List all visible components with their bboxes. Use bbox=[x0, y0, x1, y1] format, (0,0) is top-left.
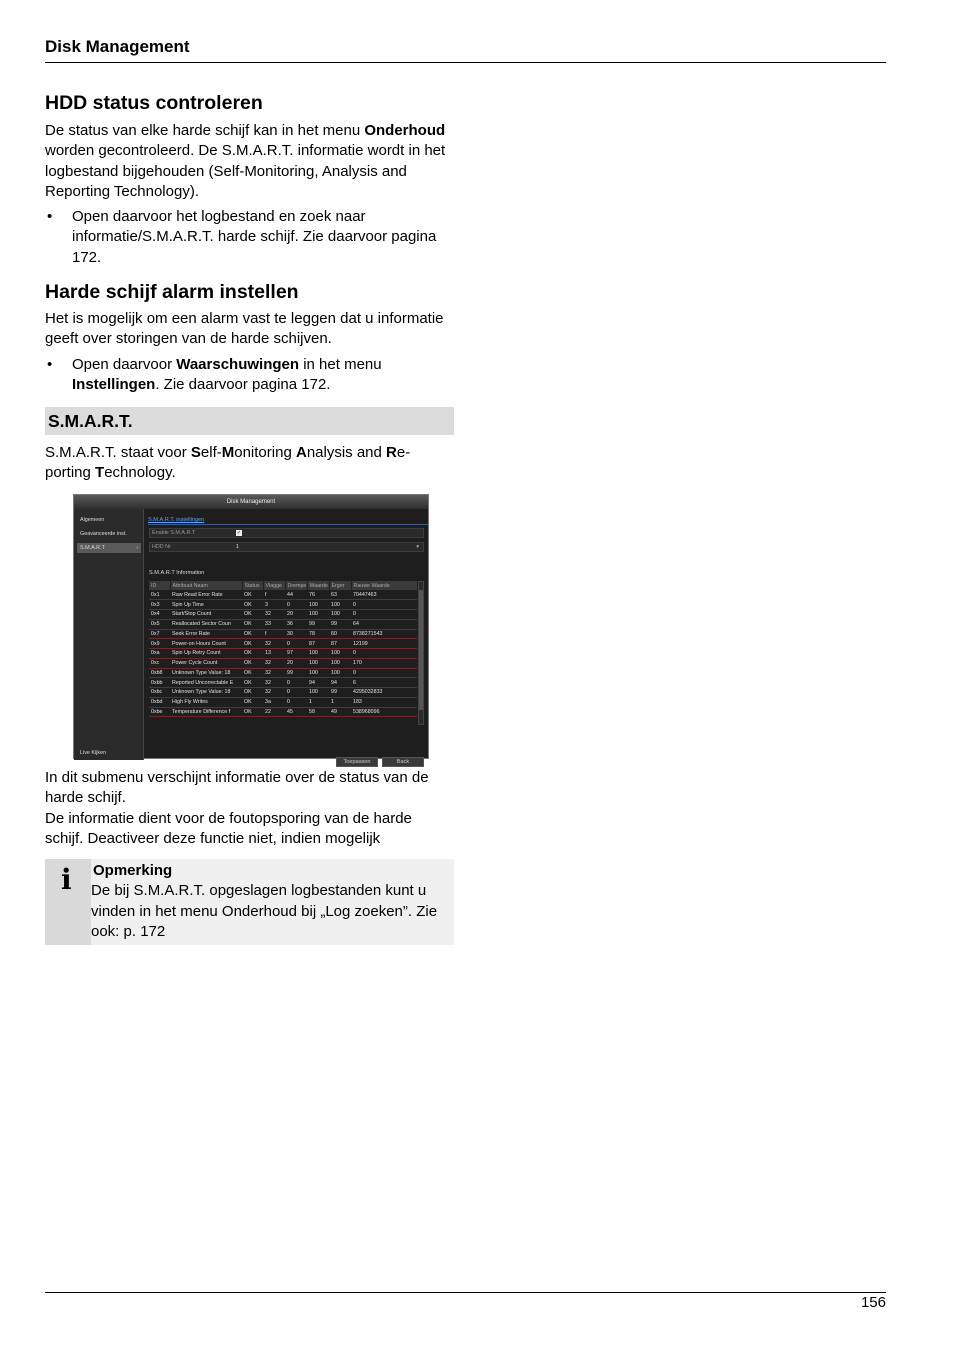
text-run-bold: S bbox=[190, 444, 201, 461]
section-hdd-status bbox=[45, 91, 454, 268]
column-header[interactable]: ID bbox=[149, 581, 170, 590]
table-cell: 100 bbox=[307, 610, 329, 620]
hdd-select-row bbox=[149, 542, 424, 552]
table-cell: 100 bbox=[329, 668, 351, 678]
table-cell: f bbox=[263, 629, 285, 639]
table-row bbox=[149, 639, 417, 649]
table-cell: 0 bbox=[285, 678, 307, 688]
footer-divider bbox=[45, 1292, 886, 1293]
table-row bbox=[149, 668, 417, 678]
section-title: S.M.A.R.T. bbox=[48, 411, 133, 431]
table-header-row bbox=[149, 581, 417, 590]
table-cell: 0 bbox=[285, 639, 307, 649]
table-scrollbar[interactable] bbox=[418, 581, 424, 725]
chevron-right-icon: › bbox=[136, 545, 138, 551]
table-cell: OK bbox=[242, 600, 263, 610]
table-cell: 0xbc bbox=[149, 688, 170, 698]
table-cell: 0 bbox=[351, 610, 417, 620]
column-header[interactable]: Status bbox=[242, 581, 263, 590]
page-header-title: Disk Management bbox=[45, 37, 190, 56]
enable-smart-row bbox=[149, 528, 424, 538]
table-cell: 8738271543 bbox=[351, 629, 417, 639]
table-cell: Start/Stop Count bbox=[170, 610, 242, 620]
column-header[interactable]: Rauwe Waarde bbox=[351, 581, 417, 590]
section-paragraph: Het is mogelijk om een alarm vast te leggen dat u informatie geeft over storingen van de harde schijven. bbox=[45, 310, 444, 348]
table-cell: 100 bbox=[307, 649, 329, 659]
bullet-item bbox=[45, 207, 454, 268]
table-cell: 100 bbox=[307, 600, 329, 610]
text-run: nalysis and bbox=[306, 444, 387, 461]
table-cell: 100 bbox=[329, 658, 351, 668]
table-cell: Unknown Type Value: 18 bbox=[170, 688, 242, 698]
sidebar-item-geavanceerd[interactable] bbox=[77, 529, 141, 539]
table-cell: 538968096 bbox=[351, 707, 417, 717]
table-cell: 36 bbox=[285, 619, 307, 629]
table-row bbox=[149, 610, 417, 620]
tab-smart-settings[interactable] bbox=[148, 515, 428, 525]
text-run: echnology. bbox=[104, 464, 176, 482]
table-cell: OK bbox=[242, 619, 263, 629]
table-row bbox=[149, 649, 417, 659]
table-cell: 0xbb bbox=[149, 678, 170, 688]
table-row bbox=[149, 600, 417, 610]
table-cell: 99 bbox=[329, 688, 351, 698]
table-cell: 32 bbox=[263, 658, 285, 668]
text-run-bold: Instellingen bbox=[72, 375, 156, 393]
table-cell: 12199 bbox=[351, 639, 417, 649]
table-cell: 32 bbox=[263, 688, 285, 698]
table-cell: 30 bbox=[285, 629, 307, 639]
table-cell: Temperature Difference f bbox=[170, 707, 242, 717]
table-cell: 0 bbox=[285, 697, 307, 707]
dvr-window-title: Disk Management bbox=[74, 495, 428, 509]
enable-smart-checkbox[interactable]: ✓ bbox=[236, 530, 242, 536]
table-cell: 78 bbox=[307, 629, 329, 639]
sidebar-item-algemeen[interactable] bbox=[77, 515, 141, 525]
table-cell: 0x7 bbox=[149, 629, 170, 639]
table-cell: 32 bbox=[263, 610, 285, 620]
hdd-select[interactable]: 1 bbox=[236, 544, 239, 550]
text-run-bold: M bbox=[221, 444, 235, 461]
table-cell: 99 bbox=[307, 619, 329, 629]
table-cell: Power Cycle Count bbox=[170, 658, 242, 668]
table-cell: 0 bbox=[351, 649, 417, 659]
note-content bbox=[91, 861, 454, 942]
table-cell: OK bbox=[242, 697, 263, 707]
column-header[interactable]: Waarde bbox=[307, 581, 329, 590]
table-cell: 0 bbox=[285, 600, 307, 610]
table-cell: 60 bbox=[329, 629, 351, 639]
text-run-bold: Onderhoud bbox=[364, 122, 446, 139]
table-cell: OK bbox=[242, 658, 263, 668]
table-cell: 100 bbox=[329, 600, 351, 610]
table-row bbox=[149, 658, 417, 668]
table-cell: High Fly Writes bbox=[170, 697, 242, 707]
table-cell: 0xbe bbox=[149, 707, 170, 717]
table-cell: Reallocated Sector Coun bbox=[170, 619, 242, 629]
table-cell: 6 bbox=[351, 678, 417, 688]
table-cell: 1 bbox=[329, 697, 351, 707]
table-row bbox=[149, 688, 417, 698]
table-cell: 32 bbox=[263, 668, 285, 678]
smart-after-text bbox=[45, 768, 454, 849]
table-body bbox=[149, 590, 417, 717]
table-cell: 49 bbox=[329, 707, 351, 717]
section-title: HDD status controleren bbox=[45, 92, 263, 114]
text-run: S.M.A.R.T. staat voor bbox=[45, 444, 191, 461]
section-paragraph: De informatie dient voor de foutopsporing van de harde schijf. Deactiveer deze functie niet, indien mogelijk bbox=[45, 809, 412, 847]
sidebar-item-label: Geavanceerde inst. bbox=[80, 531, 127, 537]
text-run: onitoring bbox=[234, 444, 296, 461]
section-paragraph bbox=[45, 121, 454, 202]
dvr-main-panel bbox=[146, 509, 428, 765]
text-run: worden gecontroleerd. De S.M.A.R.T. informatie wordt in het logbestand bijgehouden (Self-Monitoring, Analysis and Reporting Technology). bbox=[45, 142, 446, 200]
bullet-icon: • bbox=[47, 208, 53, 226]
table-cell: OK bbox=[242, 590, 263, 600]
table-cell: 100 bbox=[307, 658, 329, 668]
table-cell: Unknown Type Value: 18 bbox=[170, 668, 242, 678]
text-run-bold: T bbox=[95, 464, 105, 482]
text-run-bold: R bbox=[386, 444, 397, 461]
table-cell: 94 bbox=[307, 678, 329, 688]
bullet-icon: • bbox=[47, 355, 53, 373]
live-view-button[interactable]: Live Kijken bbox=[80, 750, 107, 756]
dvr-sidebar bbox=[74, 509, 144, 760]
table-cell: 100 bbox=[329, 649, 351, 659]
table-row bbox=[149, 697, 417, 707]
table-cell: 3 bbox=[263, 600, 285, 610]
table-cell: 87 bbox=[307, 639, 329, 649]
table-cell: 1 bbox=[307, 697, 329, 707]
note-box bbox=[45, 859, 454, 945]
table-cell: OK bbox=[242, 668, 263, 678]
table-cell: 63 bbox=[329, 590, 351, 600]
table-row bbox=[149, 707, 417, 717]
table-cell: 0x1 bbox=[149, 590, 170, 600]
tab-label: S.M.A.R.T. instellingen bbox=[148, 517, 205, 523]
table-cell: 44 bbox=[285, 590, 307, 600]
table-cell: 22 bbox=[263, 707, 285, 717]
chevron-down-icon[interactable]: ▾ bbox=[416, 544, 419, 550]
table-cell: 100 bbox=[307, 688, 329, 698]
table-cell: 0x3 bbox=[149, 600, 170, 610]
table-cell: f bbox=[263, 590, 285, 600]
table-cell: 170 bbox=[351, 658, 417, 668]
table-cell: 0 bbox=[351, 668, 417, 678]
table-cell: 94 bbox=[329, 678, 351, 688]
text-run: . Zie daarvoor pagina 172. bbox=[155, 375, 331, 393]
table-cell: 0xb8 bbox=[149, 668, 170, 678]
table-cell: 100 bbox=[329, 610, 351, 620]
bullet-item bbox=[45, 355, 454, 396]
table-cell: 32 bbox=[263, 639, 285, 649]
column-header[interactable]: Vlagge bbox=[263, 581, 285, 590]
table-cell: 0x4 bbox=[149, 610, 170, 620]
table-cell: 64 bbox=[351, 619, 417, 629]
back-button[interactable]: Back bbox=[382, 757, 424, 767]
table-cell: OK bbox=[242, 639, 263, 649]
smart-section-header bbox=[45, 407, 454, 435]
bullet-text: Open daarvoor het logbestand en zoek naar informatie/S.M.A.R.T. harde schijf. Zie daarvoor pagina 172. bbox=[72, 208, 437, 266]
table-row bbox=[149, 590, 417, 600]
field-label: Enable S.M.A.R.T bbox=[152, 530, 196, 536]
table-cell: 0x5 bbox=[149, 619, 170, 629]
section-paragraph: In dit submenu verschijnt informatie over de status van de harde schijf. bbox=[45, 769, 429, 807]
table-cell: Seek Error Rate bbox=[170, 629, 242, 639]
table-cell: 97 bbox=[285, 649, 307, 659]
table-cell: 0xc bbox=[149, 658, 170, 668]
table-cell: 100 bbox=[307, 668, 329, 678]
sidebar-item-smart[interactable] bbox=[77, 543, 141, 553]
table-cell: Spin Up Retry Count bbox=[170, 649, 242, 659]
table-cell: 0x9 bbox=[149, 639, 170, 649]
page-number: 156 bbox=[860, 1294, 886, 1311]
table-cell: 3a bbox=[263, 697, 285, 707]
table-cell: OK bbox=[242, 678, 263, 688]
table-cell: 0 bbox=[351, 600, 417, 610]
column-header[interactable]: Attribuut Naam bbox=[170, 581, 242, 590]
column-header[interactable]: Erger bbox=[329, 581, 351, 590]
table-cell: OK bbox=[242, 688, 263, 698]
table-cell: OK bbox=[242, 649, 263, 659]
table-cell: Spin Up Time bbox=[170, 600, 242, 610]
scrollbar-thumb[interactable] bbox=[419, 590, 423, 710]
table-cell: 33 bbox=[263, 619, 285, 629]
table-cell: 0xa bbox=[149, 649, 170, 659]
dvr-screenshot bbox=[73, 494, 429, 765]
sidebar-item-label: S.M.A.R.T bbox=[80, 545, 105, 551]
table-cell: 99 bbox=[285, 668, 307, 678]
table-cell: 0 bbox=[285, 688, 307, 698]
info-icon: i bbox=[61, 863, 72, 896]
table-cell: 20 bbox=[285, 610, 307, 620]
note-icon-column bbox=[45, 859, 91, 945]
table-cell: 87 bbox=[329, 639, 351, 649]
text-run-bold: A bbox=[295, 444, 307, 461]
table-row bbox=[149, 619, 417, 629]
table-cell: 45 bbox=[285, 707, 307, 717]
table-cell: OK bbox=[242, 629, 263, 639]
smart-intro bbox=[45, 443, 454, 484]
table-cell: 99 bbox=[329, 619, 351, 629]
table-cell: 13 bbox=[263, 649, 285, 659]
section-title: Harde schijf alarm instellen bbox=[45, 281, 299, 303]
table-cell: 76 bbox=[307, 590, 329, 600]
text-run: elf- bbox=[200, 444, 222, 461]
table-cell: 183 bbox=[351, 697, 417, 707]
column-header[interactable]: Drempe bbox=[285, 581, 307, 590]
text-run: e-porting bbox=[45, 444, 411, 482]
table-cell: 32 bbox=[263, 678, 285, 688]
smart-info-table bbox=[149, 581, 418, 717]
text-run: in het menu bbox=[299, 355, 382, 373]
section-disk-alarm bbox=[45, 280, 454, 395]
table-cell: OK bbox=[242, 610, 263, 620]
table-cell: Power-on Hours Count bbox=[170, 639, 242, 649]
table-cell: OK bbox=[242, 707, 263, 717]
table-cell: 20 bbox=[285, 658, 307, 668]
note-text: De bij S.M.A.R.T. opgeslagen logbestanden kunt u vinden in het menu Onderhoud bij „Log zoeken”. Zie ook: p. 172 bbox=[91, 882, 438, 940]
table-cell: Reported Uncorrectable E bbox=[170, 678, 242, 688]
table-cell: Raw Read Error Rate bbox=[170, 590, 242, 600]
table-cell: 4295032833 bbox=[351, 688, 417, 698]
smart-info-title: S.M.A.R.T Information bbox=[149, 570, 205, 576]
table-row bbox=[149, 678, 417, 688]
table-cell: 0xbd bbox=[149, 697, 170, 707]
table-cell: 70447463 bbox=[351, 590, 417, 600]
apply-button[interactable]: Toepassen bbox=[336, 757, 378, 767]
text-run: De status van elke harde schijf kan in het menu bbox=[45, 122, 365, 139]
table-row bbox=[149, 629, 417, 639]
sidebar-item-label: Algemeen bbox=[80, 517, 105, 523]
header-divider bbox=[45, 62, 886, 63]
field-label: HDD Nr bbox=[152, 544, 171, 550]
note-title: Opmerking bbox=[93, 862, 173, 879]
text-run-bold: Waarschuwingen bbox=[176, 355, 300, 373]
table-cell: 58 bbox=[307, 707, 329, 717]
text-run: Open daarvoor bbox=[72, 355, 177, 373]
